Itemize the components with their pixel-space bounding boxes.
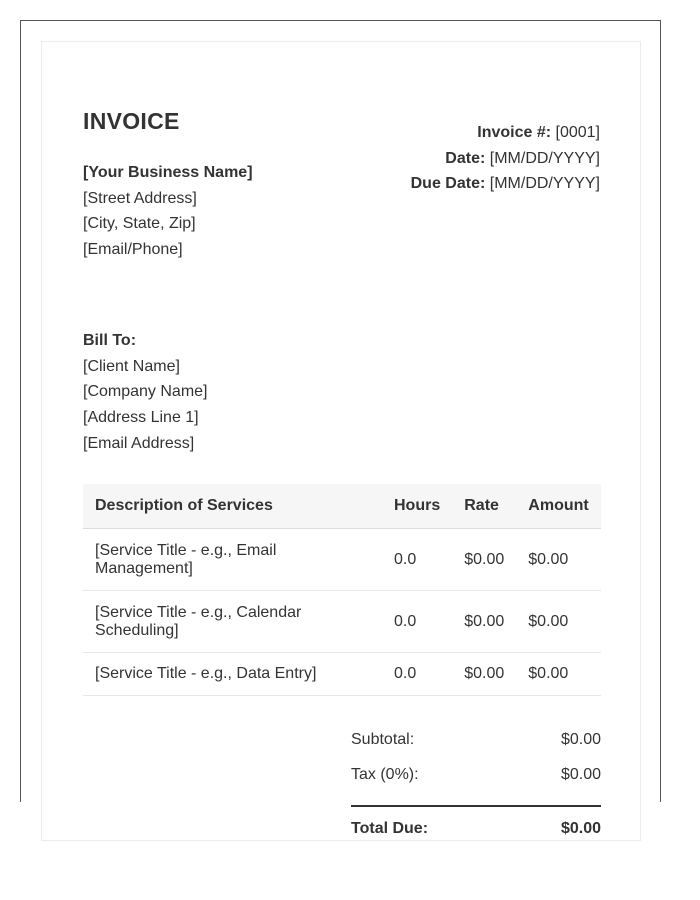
business-city: [City, State, Zip] (83, 215, 196, 233)
row-amount: $0.00 (516, 591, 601, 653)
bill-to-company: [Company Name] (83, 383, 208, 401)
bill-to-label: Bill To: (83, 332, 137, 349)
table-row (83, 591, 601, 653)
invoice-date-label: Date: (445, 149, 486, 167)
document-viewport (20, 20, 661, 837)
bill-to-address: [Address Line 1] (83, 409, 199, 427)
invoice-date-line (411, 146, 600, 172)
totals-section (351, 722, 601, 846)
services-table (83, 484, 601, 696)
business-info (83, 160, 253, 263)
tax-value: $0.00 (560, 766, 601, 783)
tax-row (351, 757, 601, 792)
invoice-due-date-label: Due Date: (410, 175, 486, 192)
row-rate: $0.00 (452, 653, 516, 696)
row-description: [Service Title - e.g., Email Management] (83, 529, 382, 591)
subtotal-value: $0.00 (560, 731, 601, 748)
business-street: [Street Address] (83, 189, 197, 207)
row-description: [Service Title - e.g., Data Entry] (83, 653, 382, 696)
row-rate: $0.00 (452, 529, 516, 591)
row-amount: $0.00 (516, 529, 601, 591)
bill-to-section (83, 328, 208, 457)
invoice-date-value: [MM/DD/YYYY] (489, 149, 600, 167)
subtotal-row (351, 722, 601, 757)
invoice-number-line (411, 120, 600, 146)
invoice-meta (411, 120, 600, 197)
header-hours: Hours (382, 484, 452, 529)
invoice-due-date-value: [MM/DD/YYYY] (489, 175, 600, 192)
invoice-page (41, 41, 641, 841)
invoice-due-date-line (411, 171, 600, 197)
bill-to-client: [Client Name] (83, 357, 180, 375)
row-hours: 0.0 (382, 529, 452, 591)
totals-divider (351, 805, 601, 807)
row-hours: 0.0 (382, 591, 452, 653)
table-row (83, 653, 601, 696)
row-rate: $0.00 (452, 591, 516, 653)
bill-to-email: [Email Address] (83, 434, 195, 452)
row-hours: 0.0 (382, 653, 452, 696)
row-amount: $0.00 (516, 653, 601, 696)
business-name: [Your Business Name] (83, 164, 253, 181)
total-due-value: $0.00 (560, 820, 601, 837)
invoice-number-label: Invoice #: (477, 124, 552, 141)
row-description: [Service Title - e.g., Calendar Scheduling] (83, 591, 382, 653)
tax-label: Tax (0%): (351, 766, 419, 783)
invoice-title: INVOICE (83, 108, 180, 134)
subtotal-label: Subtotal: (351, 731, 415, 748)
header-description: Description of Services (83, 484, 382, 529)
header-rate: Rate (452, 484, 516, 529)
invoice-number-value: [0001] (555, 124, 600, 141)
table-header-row (83, 484, 601, 529)
table-row (83, 529, 601, 591)
header-amount: Amount (516, 484, 601, 529)
total-due-label: Total Due: (351, 820, 429, 837)
total-due-row (351, 811, 601, 846)
business-contact: [Email/Phone] (83, 241, 183, 259)
